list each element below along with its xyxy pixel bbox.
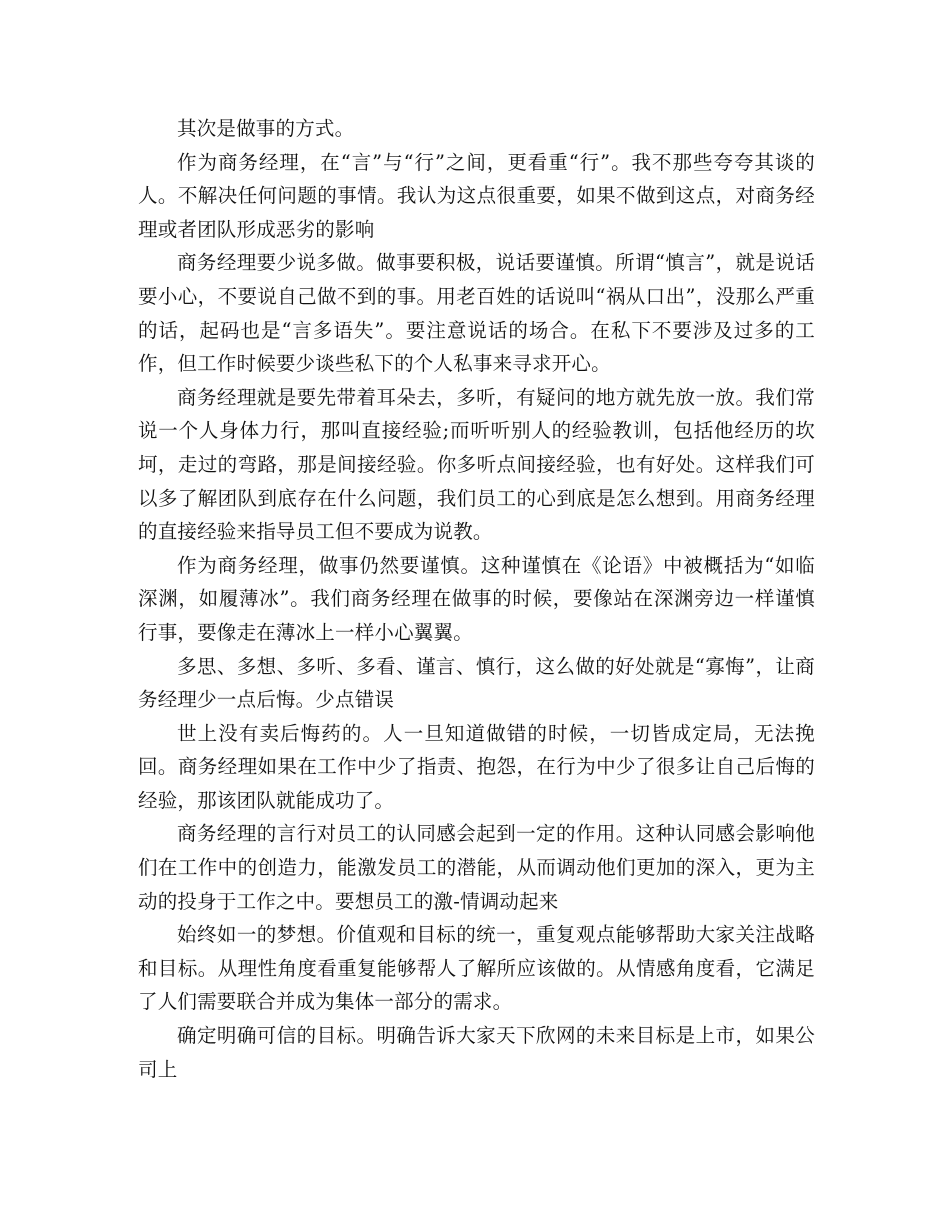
- paragraph: 商务经理要少说多做。做事要积极，说话要谨慎。所谓“慎言”，就是说话要小心，不要说自己做不到的事。用老百姓的话说叫“祸从口出”，没那么严重的话，起码也是“言多语失”。要注意说话的场合。在私下不要涉及过多的工作，但工作时候要少谈些私下的个人私事来寻求开心。: [138, 251, 815, 376]
- paragraph: 作为商务经理，做事仍然要谨慎。这种谨慎在《论语》中被概括为“如临深渊，如履薄冰”。我们商务经理在做事的时候，要像站在深渊旁边一样谨慎行事，要像走在薄冰上一样小心翼翼。: [138, 553, 815, 644]
- paragraph: 其次是做事的方式。: [177, 117, 355, 140]
- document-body: [138, 112, 815, 1086]
- paragraph: 商务经理就是要先带着耳朵去，多听，有疑问的地方就先放一放。我们常说一个人身体力行，那叫直接经验;而听听别人的经验教训，包括他经历的坎坷，走过的弯路，那是间接经验。你多听点间接经验，也有好处。这样我们可以多了解团队到底存在什么问题，我们员工的心到底是怎么想到。用商务经理的直接经验来指导员工但不要成为说教。: [138, 385, 815, 544]
- paragraph: 确定明确可信的目标。明确告诉大家天下欣网的未来目标是上市，如果公司上: [138, 1024, 815, 1081]
- paragraph: 始终如一的梦想。价值观和目标的统一，重复观点能够帮助大家关注战略和目标。从理性角度看重复能够帮人了解所应该做的。从情感角度看，它满足了人们需要联合并成为集体一部分的需求。: [138, 923, 815, 1014]
- paragraph: 多思、多想、多听、多看、谨言、慎行，这么做的好处就是“寡悔”，让商务经理少一点后悔。少点错误: [138, 654, 815, 712]
- paragraph: 作为商务经理，在“言”与“行”之间，更看重“行”。我不那些夸夸其谈的人。不解决任何问题的事情。我认为这点很重要，如果不做到这点，对商务经理或者团队形成恶劣的影响: [138, 150, 815, 241]
- paragraph: 商务经理的言行对员工的认同感会起到一定的作用。这种认同感会影响他们在工作中的创造力，能激发员工的潜能，从而调动他们更加的深入，更为主动的投身于工作之中。要想员工的激-情调动起来: [138, 822, 815, 913]
- paragraph: 世上没有卖后悔药的。人一旦知道做错的时候，一切皆成定局，无法挽回。商务经理如果在工作中少了指责、抱怨，在行为中少了很多让自己后悔的经验，那该团队就能成功了。: [138, 721, 815, 812]
